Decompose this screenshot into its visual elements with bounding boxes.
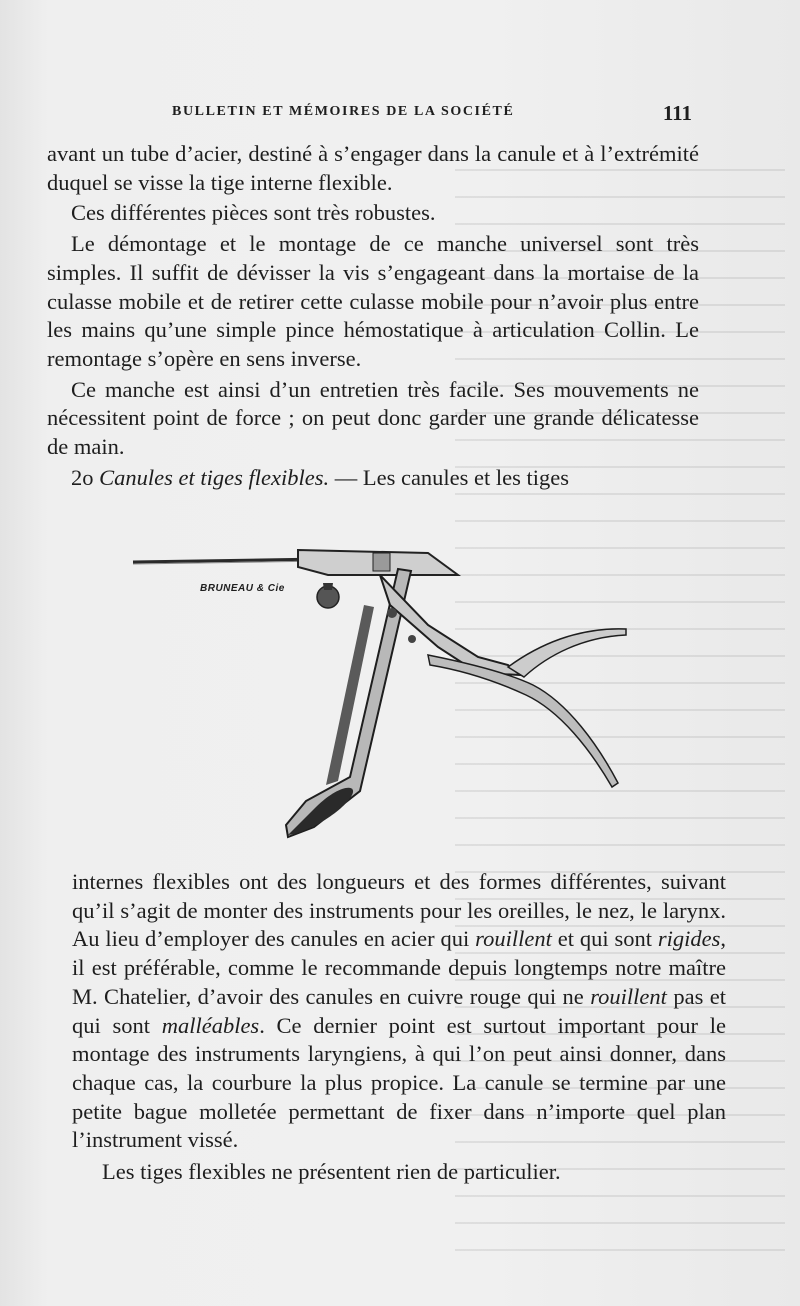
italic-word: rigides: [657, 926, 721, 952]
text-block-bottom: [72, 868, 726, 1187]
section-heading-paragraph: [47, 464, 699, 493]
text-run: , il est préférable, comme le recommande depuis longtemps notre maître M. Chatelier, d’avoir des canules en cuivre rouge qui ne: [72, 926, 726, 1009]
section-intro: — Les canules et les tiges: [329, 464, 570, 490]
paragraph: Le démontage et le montage de ce manche universel sont très simples. Il suffit de dévisser la vis s’engageant dans la mortaise de la culasse mobile et de retirer cette culasse mobile pour n’avoir plus entre les mains qu’une simple pince hémostatique à articulation Collin. Le remontage s’opère en sens inverse.: [47, 231, 699, 371]
paragraph: [72, 868, 726, 1155]
text-run: internes flexibles ont des longueurs et des formes différentes, suivant qu’il s’agit de monter des instruments pour les oreilles, le nez, le larynx. Au lieu d’employer des canules en acier qui: [72, 869, 726, 952]
text-block-top: [47, 140, 699, 492]
text-run: pas et qui sont: [72, 983, 726, 1038]
text-run: . Ce dernier point est surtout important pour le montage des instruments laryngiens, à qui l’on peut ainsi donner, dans chaque cas, la courbure la plus propice. La canule se termine par une petite bague molletée permettant de fixer dans n’importe quel plan l’instrument vissé.: [72, 1012, 726, 1153]
running-head-title: BULLETIN ET MÉMOIRES DE LA SOCIÉTÉ: [172, 104, 515, 119]
section-title: Canules et tiges flexibles.: [99, 464, 330, 490]
paragraph: Ces différentes pièces sont très robustes.: [71, 200, 436, 226]
paragraph: Les tiges flexibles ne présentent rien de particulier.: [102, 1159, 561, 1185]
paragraph: Ce manche est ainsi d’un entretien très facile. Ses mouvements ne nécessitent point de force ; on peut donc garder une grande délicatesse de main.: [47, 376, 699, 460]
section-number: 2o: [71, 464, 94, 490]
maker-mark: BRUNEAU & Cie: [200, 583, 285, 594]
italic-word: rouillent: [475, 926, 552, 952]
paragraph: avant un tube d’acier, destiné à s’engager dans la canule et à l’extrémité duquel se visse la tige interne flexible.: [47, 141, 699, 195]
italic-word: rouillent: [590, 983, 667, 1009]
page-number: 111: [662, 101, 692, 125]
italic-word: malléables: [161, 1012, 260, 1038]
text-run: et qui sont: [551, 926, 658, 952]
running-head: [172, 101, 692, 125]
